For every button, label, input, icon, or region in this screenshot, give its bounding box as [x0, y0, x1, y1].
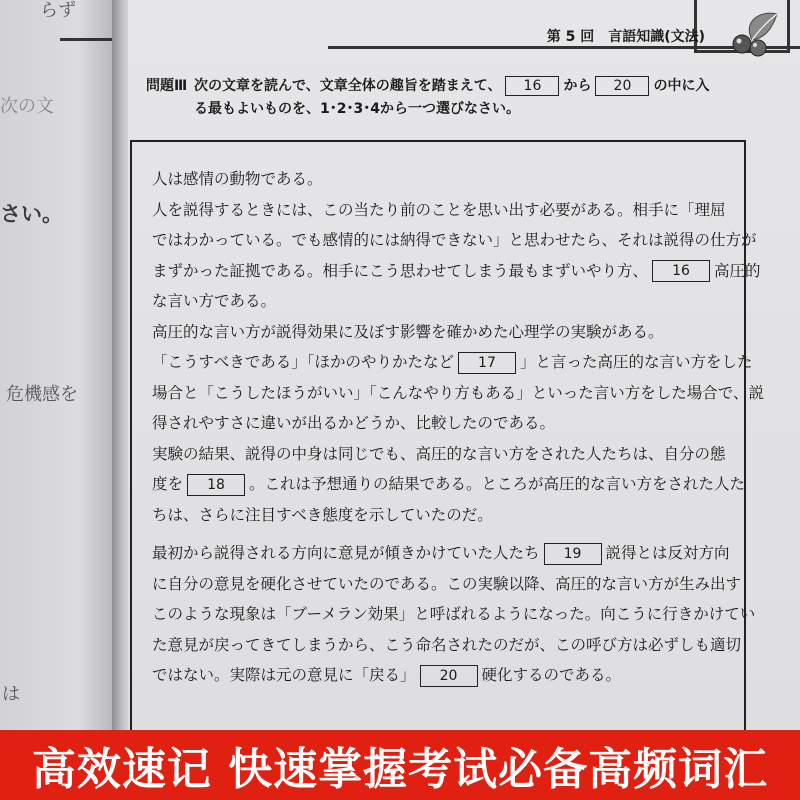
passage-text: ではない。実際は元の意見に「戻る」: [152, 666, 416, 684]
left-fragment: らず: [40, 0, 76, 21]
passage-text: 度を: [152, 475, 184, 493]
blank-box-20: 20: [420, 665, 478, 687]
passage-text: 「こうすべきである」「ほかのやりかたなど: [152, 353, 454, 371]
passage-line: ちは、さらに注目すべき態度を示していたのだ。: [152, 505, 493, 524]
passage-line: [152, 660, 732, 691]
promo-banner-text: 高效速记 快速掌握考试必备高频词汇: [31, 744, 769, 795]
passage-text: 高圧的: [714, 261, 761, 280]
passage-line: た意見が戻ってきてしまうから、こう命名されたのだが、この呼び方は必ずしも適切: [152, 635, 742, 654]
answer-range-end-box: 20: [595, 76, 649, 96]
left-fragment: 危機感を: [6, 384, 78, 405]
passage-line: [152, 256, 761, 287]
passage-text: 説得とは反対方向: [605, 544, 730, 562]
passage-line: に自分の意見を硬化させていたのである。この実験以降、高圧的な言い方が生み出す: [152, 574, 742, 593]
question-text: 次の文章を読んで、文章全体の趣旨を踏まえて、: [194, 78, 502, 94]
blank-box-18: 18: [187, 474, 245, 496]
left-fragment: さい。: [0, 202, 63, 226]
page-header-title: 第 5 回 言語知識(文法): [546, 29, 705, 45]
question-text: る最もよいものを、1･2･3･4から一つ選びなさい。: [194, 101, 520, 117]
passage-line: [152, 469, 746, 500]
passage-text: まずかった証拠である。相手にこう思わせてしまう最もまずいやり方、: [152, 261, 649, 280]
question-text: の中に入: [653, 78, 710, 94]
blank-box-17: 17: [458, 352, 516, 374]
passage-text: 」と言った高圧的な言い方をした: [519, 353, 753, 371]
passage-text: 。これは予想通りの結果である。ところが高圧的な言い方をされた人た: [249, 475, 746, 493]
passage-line: [152, 538, 732, 569]
passage-text: 硬化するのである。: [481, 666, 622, 684]
answer-range-start-box: 16: [505, 76, 559, 96]
right-page: [128, 0, 800, 730]
passage-line: 人は感情の動物である。: [152, 170, 323, 188]
passage-line: 実験の結果、説得の中身は同じでも、高圧的な言い方をされた人たちは、自分の態: [152, 444, 726, 463]
passage-line: ではわかっている。でも感情的には納得できない」と思わせたら、それは説得の仕方が: [152, 231, 757, 249]
passage-line: 得されやすさに違いが出るかどうか、比較したのである。: [152, 414, 556, 432]
passage-line: な言い方である。: [152, 292, 277, 310]
reading-passage: [152, 164, 764, 691]
blank-box-16: 16: [652, 260, 710, 282]
left-fragment: は: [2, 684, 20, 705]
blank-box-19: 19: [544, 543, 602, 565]
passage-line: 高圧的な言い方が説得効果に及ぼす影響を確かめた心理学の実験がある。: [152, 322, 664, 341]
passage-line: 場合と「こうしたほうがいい」「こんなやり方もある」といった言い方をした場合で、説: [152, 383, 764, 402]
question-label: 問題Ⅲ: [146, 78, 188, 94]
passage-line: [152, 347, 753, 378]
left-page: [0, 0, 112, 730]
question-text: から: [563, 78, 592, 94]
leaf-berry-icon: [722, 10, 782, 58]
promo-banner: [0, 730, 800, 800]
left-fragment: 次の文: [0, 96, 54, 117]
passage-line: このような現象は「ブーメラン効果」と呼ばれるようになった。向こうに行きかけてい: [152, 605, 756, 623]
passage-line: 人を説得するときには、この当たり前のことを思い出す必要がある。相手に「理屈: [152, 200, 726, 219]
passage-frame: [130, 140, 764, 744]
question-instruction: [146, 75, 766, 121]
passage-text: 最初から説得される方向に意見が傾きかけていた人たち: [152, 544, 540, 562]
